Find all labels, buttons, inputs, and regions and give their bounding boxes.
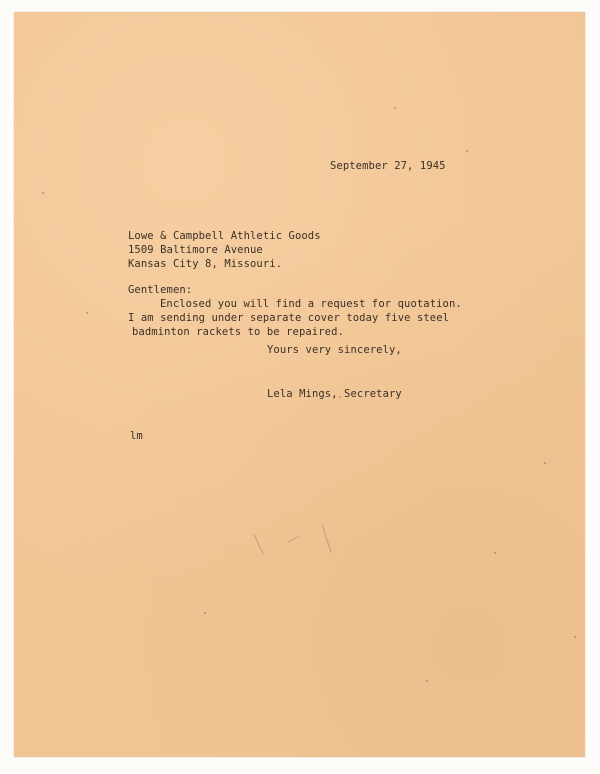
recipient-city: Kansas City 8, Missouri. <box>128 258 283 270</box>
paper-speck <box>574 636 576 638</box>
paper-speck <box>204 612 206 614</box>
body-line-2: I am sending under separate cover today five steel <box>128 312 450 324</box>
body-line-1: Enclosed you will find a request for quotation. <box>160 298 462 310</box>
paper-speck <box>42 192 44 194</box>
recipient-street: 1509 Baltimore Avenue <box>128 244 263 256</box>
letter-date: September 27, 1945 <box>330 160 446 172</box>
body-line-3: badminton rackets to be repaired. <box>132 326 344 338</box>
paper-fiber <box>288 535 301 543</box>
typist-initials: lm <box>130 430 143 442</box>
paper-speck <box>426 680 428 682</box>
paper-speck <box>466 150 468 152</box>
recipient-name: Lowe & Campbell Athletic Goods <box>128 230 321 242</box>
paper-speck <box>544 462 546 464</box>
paper-fiber <box>322 524 332 553</box>
paper-speck <box>86 312 88 314</box>
signature-line: Lela Mings, Secretary <box>267 388 402 400</box>
letter-page <box>14 12 585 757</box>
paper-fiber <box>254 534 264 554</box>
paper-speck <box>394 107 396 109</box>
paper-speck <box>494 552 496 554</box>
salutation: Gentlemen: <box>128 284 193 296</box>
closing: Yours very sincerely, <box>267 344 402 356</box>
paper-speck <box>339 396 341 398</box>
